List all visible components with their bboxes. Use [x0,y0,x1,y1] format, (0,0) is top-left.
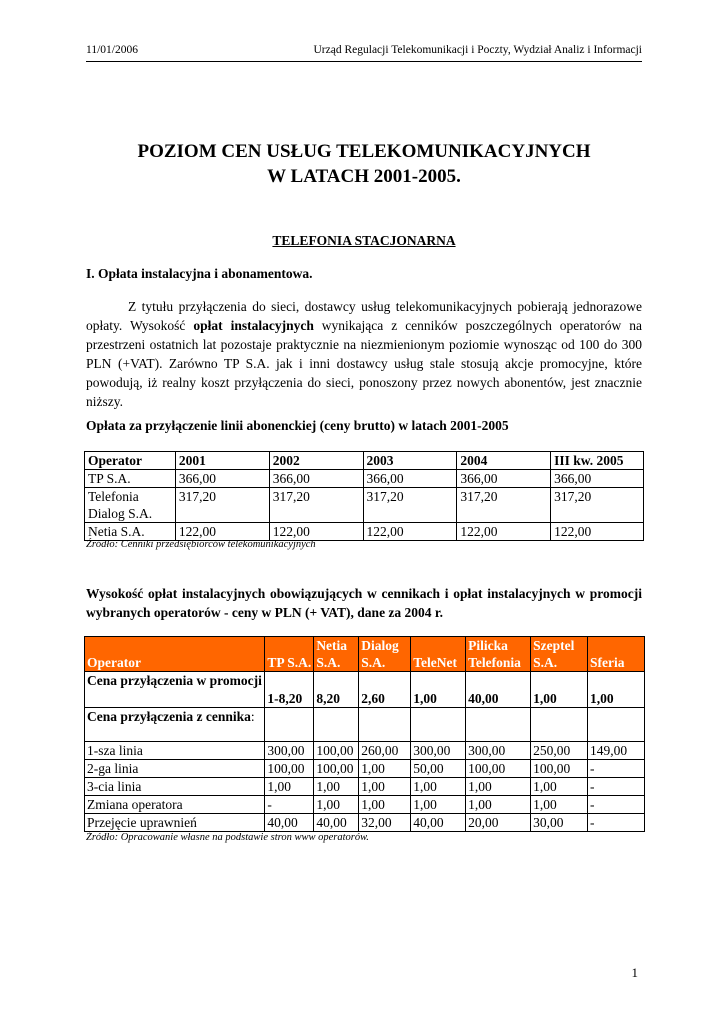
value-cell: 40,00 [411,814,466,832]
value-cell: 30,00 [531,814,588,832]
para-part2: wynikająca z cenników poszczególnych operatorów na przestrzeni ostatnich lat pozostaje praktycznie na niezmienionym poziomie wynosząc od 100 do 300 PLN (+VAT). Zarówno TP S.A. jak i inni dostawcy usług stale stosują akcje promocyjne, które powodują, iż realny koszt przyłączenia do sieci, ponoszony przez nowych abonentów, jest znacznie niższy. [86,318,642,409]
value-cell: 50,00 [411,760,466,778]
value-cell: 1,00 [466,796,531,814]
value-cell: 122,00 [269,523,363,541]
row-label: 2-ga linia [85,760,265,778]
value-cell: 1,00 [314,796,359,814]
table-header-cell: Operator [85,637,265,672]
table-row [85,814,645,832]
row-label: 1-sza linia [85,742,265,760]
header-office: Urząd Regulacji Telekomunikacji i Poczty, Wydział Analiz i Informacji [313,44,642,56]
operator-cell: Netia S.A. [85,523,176,541]
table-header-cell: 2003 [363,452,457,470]
value-cell: 366,00 [551,470,644,488]
value-cell: - [265,796,314,814]
table-installation-fees [84,451,644,541]
value-cell: 100,00 [531,760,588,778]
value-cell: - [588,796,645,814]
value-cell: 1,00 [531,778,588,796]
value-cell: 1,00 [359,760,411,778]
value-cell: 40,00 [265,814,314,832]
table-row [85,760,645,778]
table-header-cell: Netia S.A. [314,637,359,672]
table-header-row [85,637,645,672]
value-cell: 1,00 [411,672,466,708]
operator-cell: TP S.A. [85,470,176,488]
header-date: 11/01/2006 [86,44,138,56]
table-header-cell: Sferia [588,637,645,672]
page-title-line1: POZIOM CEN USŁUG TELEKOMUNIKACYJNYCH [137,141,591,162]
cennik-label [85,708,265,742]
value-cell: 1,00 [411,778,466,796]
value-cell: 100,00 [265,760,314,778]
para-bold: opłat instalacyjnych [193,318,314,333]
table-operator-fees [84,636,645,832]
table-row [85,742,645,760]
value-cell: 1,00 [531,672,588,708]
table-header-cell: TP S.A. [265,637,314,672]
value-cell: 300,00 [411,742,466,760]
promo-label: Cena przyłączenia w promocji [85,672,265,708]
table-row [85,796,645,814]
value-cell: 100,00 [314,760,359,778]
table-header-cell: TeleNet [411,637,466,672]
table-header-cell: Pilicka Telefonia [466,637,531,672]
value-cell: 300,00 [466,742,531,760]
value-cell: 366,00 [175,470,269,488]
value-cell: 317,20 [363,488,457,523]
table-header-cell: III kw. 2005 [551,452,644,470]
value-cell: 1,00 [265,778,314,796]
table-header-cell: 2004 [457,452,551,470]
table-row [85,778,645,796]
section-heading: I. Opłata instalacyjna i abonamentowa. [86,266,313,281]
value-cell: 317,20 [551,488,644,523]
value-cell: 40,00 [466,672,531,708]
header-rule [86,61,642,62]
value-cell: 1,00 [531,796,588,814]
value-cell: 122,00 [551,523,644,541]
table-header-cell: Operator [85,452,176,470]
value-cell: 122,00 [175,523,269,541]
value-cell: 1,00 [359,796,411,814]
table-row [85,523,644,541]
subtitle: TELEFONIA STACJONARNA [272,233,456,248]
value-cell: 366,00 [269,470,363,488]
row-label: 3-cia linia [85,778,265,796]
table2-source: Źródło: Opracowanie własne na podstawie stron www operatorów. [86,832,369,843]
para-part1: Z tytułu przyłączenia do sieci, dostawcy usług telekomunikacyjnych pobierają jednorazowe opłaty. Wysokość [86,299,642,333]
value-cell: 1-8,20 [265,672,314,708]
table-header-row [85,452,644,470]
value-cell: 1,00 [359,778,411,796]
value-cell: 260,00 [359,742,411,760]
cennik-label-tail: : [250,709,255,724]
value-cell: 100,00 [466,760,531,778]
row-label: Zmiana operatora [85,796,265,814]
table2-caption: Wysokość opłat instalacyjnych obowiązujących w cennikach i opłat instalacyjnych w promocji wybranych operatorów - ceny w PLN (+ VAT), dane za 2004 r. [86,586,642,620]
value-cell: 20,00 [466,814,531,832]
table1-caption: Opłata za przyłączenie linii abonenckiej (ceny brutto) w latach 2001-2005 [86,418,509,433]
row-label: Przejęcie uprawnień [85,814,265,832]
value-cell: 366,00 [363,470,457,488]
table-row-promo [85,672,645,708]
value-cell: 317,20 [269,488,363,523]
value-cell: 122,00 [363,523,457,541]
page-title-line2: W LATACH 2001-2005. [267,166,461,187]
value-cell: 2,60 [359,672,411,708]
value-cell: - [588,760,645,778]
table-row [85,488,644,523]
page-number: 1 [631,965,638,980]
value-cell: 149,00 [588,742,645,760]
value-cell: 100,00 [314,742,359,760]
table1-source: Źródło: Cenniki przedsiębiorców telekomunikacyjnych [86,539,316,550]
table-header-cell: Dialog S.A. [359,637,411,672]
value-cell: 1,00 [411,796,466,814]
cennik-label-bold: Cena przyłączenia z cennika [87,709,251,724]
value-cell: 317,20 [175,488,269,523]
value-cell: - [588,814,645,832]
value-cell: 122,00 [457,523,551,541]
value-cell: 1,00 [314,778,359,796]
value-cell: 8,20 [314,672,359,708]
table-row-cennik [85,708,645,742]
value-cell: 40,00 [314,814,359,832]
value-cell: - [588,778,645,796]
table-header-cell: Szeptel S.A. [531,637,588,672]
value-cell: 32,00 [359,814,411,832]
value-cell: 1,00 [466,778,531,796]
table-header-cell: 2001 [175,452,269,470]
value-cell: 1,00 [588,672,645,708]
intro-paragraph [86,297,642,411]
value-cell: 300,00 [265,742,314,760]
value-cell: 317,20 [457,488,551,523]
operator-cell: Telefonia Dialog S.A. [85,488,176,523]
value-cell: 250,00 [531,742,588,760]
table-row [85,470,644,488]
table-header-cell: 2002 [269,452,363,470]
value-cell: 366,00 [457,470,551,488]
